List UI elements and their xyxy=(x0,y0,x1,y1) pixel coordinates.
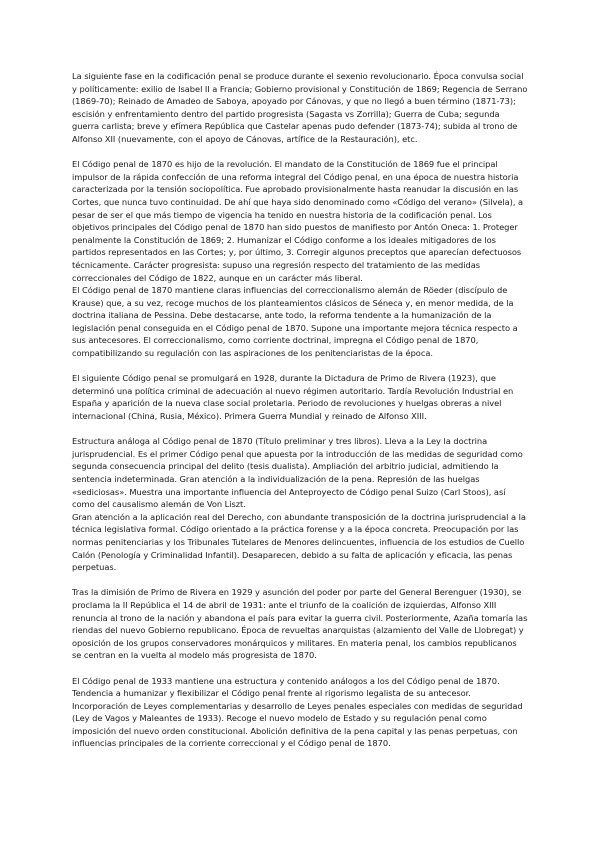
paragraph-text: El Código penal de 1933 mantiene una estructura y contenido análogos a los del Código penal de 1870. Tendencia a humanizar y flexibilizar el Código penal frente al rigorismo legalista de su antecesor. Incorporación de Leyes complementarias y desarrollo de Leyes penales especiales con medidas de seguridad (Ley de Vagos y Maleantes de 1933). Recoge el nuevo modelo de Estado y su regulación penal como imposición del nuevo orden constitucional. Abolición definitiva de la pena capital y las penas perpetuas, con influencias principales de la corriente correccional y el Código penal de 1870. xyxy=(72,675,523,749)
paragraph-text: El siguiente Código penal se promulgará en 1928, durante la Dictadura de Primo de Rivera (1923), que determinó una política criminal de adecuación al nuevo régimen autoritario. Tardía Revolución Industrial en España y aparición de la nueva clase social proletaria. Periodo de revoluciones y huelgas obreras a nivel internacional (China, Rusia, México). Primera Guerra Mundial y reinado de Alfonso XIII. xyxy=(72,373,514,422)
paragraph-text: Estructura análoga al Código penal de 1870 (Título preliminar y tres libros). Lleva a la Ley la doctrina jurisprudencial. Es el primer Código penal que apuesta por la introducción de las medidas de seguridad como segunda consecuencia principal del delito (tesis dualista). Ampliación del arbitrio judicial, admitiendo la sentencia indeterminada. Gran atención a la individualización de la pena. Represión de las huelgas «sediciosas». Muestra una importante influencia del Anteproyecto de Código penal Suizo (Carl Stoos), así como del causalismo alemán de Von Liszt. xyxy=(72,436,523,510)
paragraph-text: El Código penal de 1870 mantiene claras influencias del correccionalismo alemán de Röeder (discípulo de Krause) que, a su vez, recoge muchos de los planteamientos clásicos de Séneca y, en menor medida, de la doctrina italiana de Pessina. Debe destacarse, ante todo, la reforma tendente a la humanización de la legislación penal conseguida en el Código penal de 1870. Supone una importante mejora técnica respecto a sus antecesores. El correccionalismo, como corriente doctrinal, impregna el Código penal de 1870, compatibilizando su regulación con las aspiraciones de los penitenciaristas de la época. xyxy=(72,285,518,359)
paragraph-codigo-1870 xyxy=(72,158,528,360)
paragraph-text: La siguiente fase en la codificación penal se produce durante el sexenio revolucionario. Época convulsa social y políticamente: exilio de Isabel II a Francia; Gobierno provisional y Constitución de 1869; Regencia de Serrano (1869-70); Reinado de Amadeo de Saboya, apoyado por Cánovas, y que no llegó a buen término (1871-73); escisión y enfrentamiento dentro del partido progresista (Sagasta vs Zorrilla); Guerra de Cuba; segunda guerra carlista; breve y efímera República que Castelar apenas pudo defender (1873-74); subida al trono de Alfonso XII (nuevamente, con el apoyo de Cánovas, artífice de la Restauración), etc. xyxy=(72,71,528,144)
paragraph-segunda-republica xyxy=(72,586,528,662)
paragraph-text: El Código penal de 1870 es hijo de la revolución. El mandato de la Constitución de 1869 fue el principal impulsor de la rápida confección de una reforma integral del Código penal, en una época de nuestra historia caracterizada por la tensión sociopolítica. Fue aprobado provisionalmente hasta reanudar la discusión en las Cortes, que nunca tuvo continuidad. De ahí que haya sido denominado como «Código del verano» (Silvela), a pesar de ser el que más tiempo de vigencia ha tenido en nuestra historia de la codificación penal. Los objetivos principales del Código penal de 1870 han sido puestos de manifiesto por Antón Oneca: 1. Proteger penalmente la Constitución de 1869; 2. Humanizar el Código conforme a los ideales mitigadores de los partidos representados en las Cortes; y, por último, 3. Corregir algunos preceptos que aparecían defectuosos técnicamente. Carácter progresista: supuso una regresión respecto del tratamiento de las medidas correccionales del Código de 1822, aunque en un carácter más liberal. xyxy=(72,159,524,283)
paragraph-text: Gran atención a la aplicación real del Derecho, con abundante transposición de la doctrina jurisprudencial a la técnica legislativa formal. Código orientado a la práctica forense y a la época concreta. Preocupación por las normas penitenciarias y los Tribunales Tutelares de Menores delincuentes, influencia de los estudios de Cuello Calón (Penología y Criminalidad Infantil). Desaparecen, debido a su falta de aplicación y eficacia, las penas perpetuas. xyxy=(72,511,526,573)
paragraph-codigo-1933 xyxy=(72,675,528,751)
document-page xyxy=(72,70,528,763)
paragraph-text: Tras la dimisión de Primo de Rivera en 1929 y asunción del poder por parte del General Berenguer (1930), se proclama la II República el 14 de abril de 1931: ante el triunfo de la coalición de izquierdas, Alfonso XIII renuncia al trono de la nación y abandona el país para evitar la guerra civil. Posteriormente, Azaña tomaría las riendas del nuevo Gobierno republicano. Época de revueltas anarquistas (alzamiento del Valle de Llobregat) y oposición de los grupos conservadores monárquicos y militares. En materia penal, los cambios republicanos se centran en la vuelta al modelo más progresista de 1870. xyxy=(72,587,528,661)
paragraph-codigo-1928 xyxy=(72,372,528,422)
paragraph-estructura-1928 xyxy=(72,435,528,574)
paragraph-sexenio xyxy=(72,70,528,146)
